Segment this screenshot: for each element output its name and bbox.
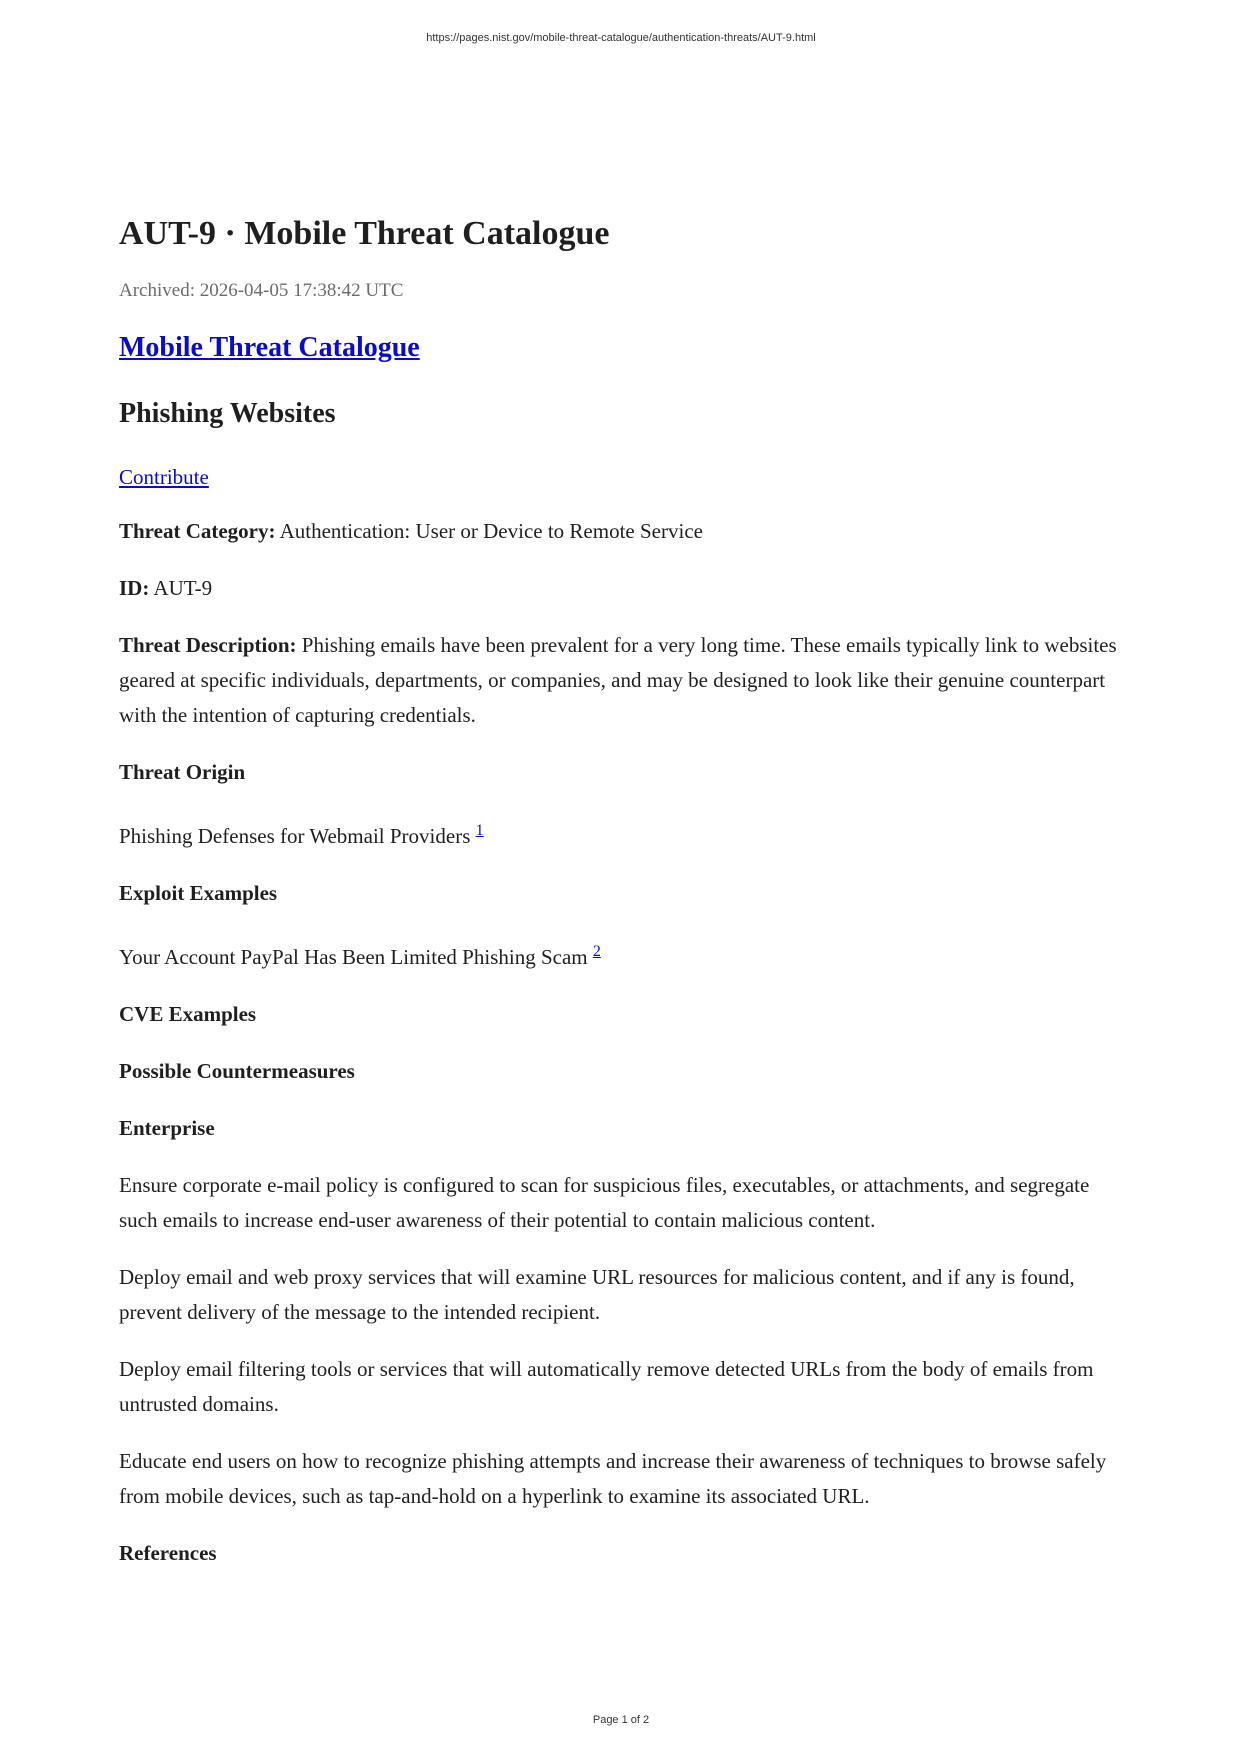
contribute-link[interactable]: Contribute (119, 465, 209, 489)
threat-id-value: AUT-9 (149, 576, 213, 600)
catalogue-home-link[interactable]: Mobile Threat Catalogue (119, 332, 420, 363)
threat-origin-heading: Threat Origin (119, 760, 246, 784)
enterprise-item: Ensure corporate e-mail policy is configured to scan for suspicious files, executables, or attachments, and segregate such emails to increase end-user awareness of their potential to contain malicious content. (119, 1173, 1090, 1232)
page-number: Page 1 of 2 (592, 1714, 650, 1726)
print-header-url: https://pages.nist.gov/mobile-threat-catalogue/authentication-threats/AUT-9.html (426, 32, 816, 44)
enterprise-item: Deploy email and web proxy services that will examine URL resources for malicious content, and if any is found, prevent delivery of the message to the intended recipient. (119, 1265, 1075, 1324)
threat-origin-text (119, 812, 1129, 854)
document-content (119, 210, 1129, 1571)
archived-timestamp: Archived: 2026-04-05 17:38:42 UTC (119, 280, 404, 301)
threat-origin-source: Phishing Defenses for Webmail Providers (119, 824, 476, 848)
references-heading: References (119, 1541, 217, 1565)
exploit-examples-heading: Exploit Examples (119, 881, 278, 905)
threat-id (119, 571, 1129, 606)
reference-link-2[interactable]: 2 (592, 943, 601, 960)
enterprise-heading: Enterprise (119, 1116, 215, 1140)
threat-description-label: Threat Description: (119, 633, 297, 657)
enterprise-item: Deploy email filtering tools or services that will automatically remove detected URLs from the body of emails from untrusted domains. (119, 1357, 1094, 1416)
threat-category-value: Authentication: User or Device to Remote Service (275, 519, 703, 543)
countermeasures-heading: Possible Countermeasures (119, 1059, 355, 1083)
threat-name-heading: Phishing Websites (119, 398, 336, 429)
enterprise-item: Educate end users on how to recognize phishing attempts and increase their awareness of techniques to browse safely from mobile devices, such as tap-and-hold on a hyperlink to examine its associated URL. (119, 1449, 1107, 1508)
threat-id-label: ID: (119, 576, 150, 600)
exploit-example-text (119, 933, 1129, 975)
page-title: AUT-9 · Mobile Threat Catalogue (119, 215, 610, 252)
exploit-example-source: Your Account PayPal Has Been Limited Phishing Scam (119, 945, 593, 969)
threat-description-value: Phishing emails have been prevalent for a very long time. These emails typically link to websites geared at specific individuals, departments, or companies, and may be designed to look like their genuine counterpart with the intention of capturing credentials. (119, 633, 1117, 727)
threat-description (119, 628, 1129, 733)
cve-examples-heading: CVE Examples (119, 1002, 257, 1026)
threat-category (119, 514, 1129, 549)
reference-link-1[interactable]: 1 (475, 822, 484, 839)
threat-category-label: Threat Category: (119, 519, 276, 543)
